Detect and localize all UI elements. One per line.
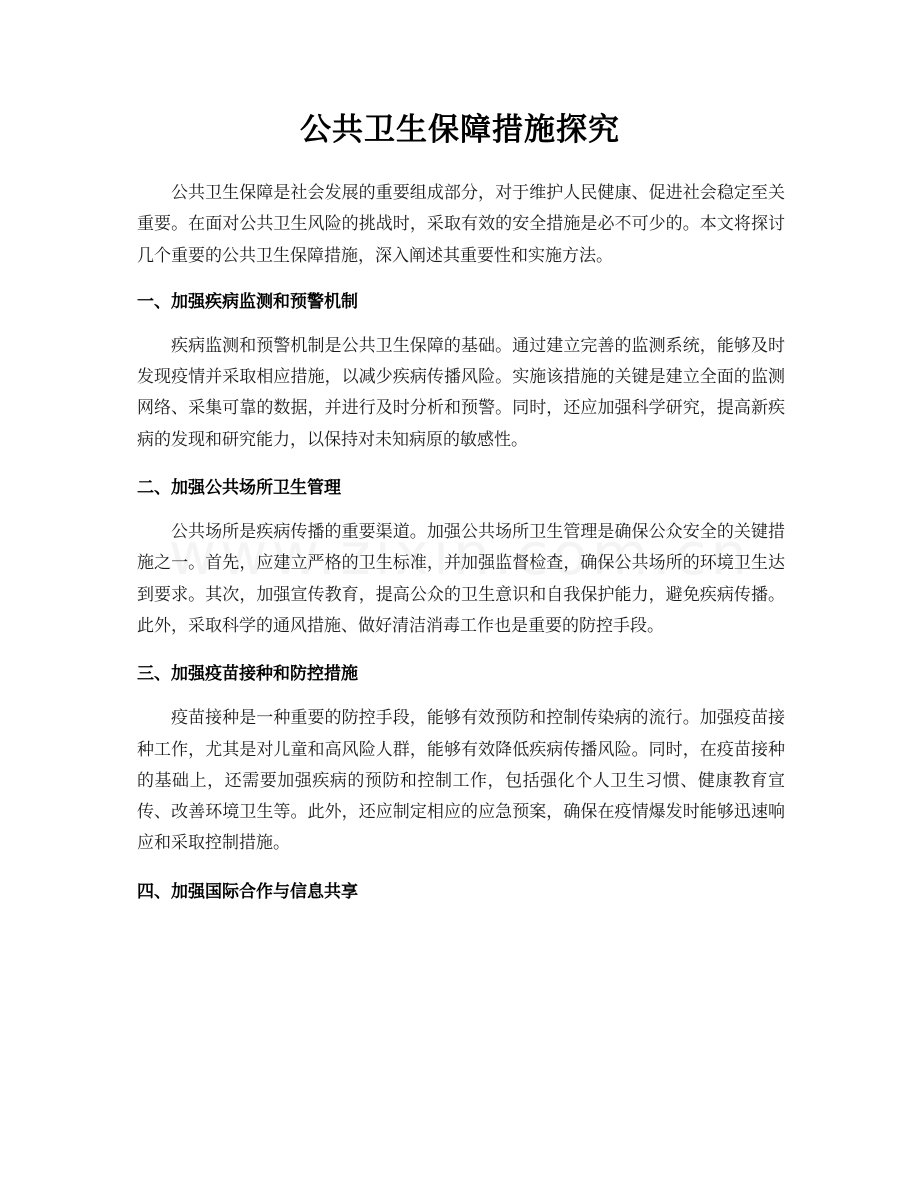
section-body-1: 疾病监测和预警机制是公共卫生保障的基础。通过建立完善的监测系统，能够及时发现疫情并采取相应措施，以减少疾病传播风险。实施该措施的关键是建立全面的监测网络、采集可靠的数据，并进行及时分析和预警。同时，还应加强科学研究，提高新疾病的发现和研究能力，以保持对未知病原的敏感性。 bbox=[137, 335, 785, 450]
section-body-2: 公共场所是疾病传播的重要渠道。加强公共场所卫生管理是确保公众安全的关键措施之一。首先，应建立严格的卫生标准，并加强监督检查，确保公共场所的环境卫生达到要求。其次，加强宣传教育，提高公众的卫生意识和自我保护能力，避免疾病传播。此外，采取科学的通风措施、做好清洁消毒工作也是重要的防控手段。 bbox=[137, 522, 785, 636]
document-title: 公共卫生保障措施探究 bbox=[300, 112, 620, 148]
section-heading-4: 四、加强国际合作与信息共享 bbox=[137, 881, 358, 902]
section-heading-3: 三、加强疫苗接种和防控措施 bbox=[137, 664, 358, 685]
section-heading-1: 一、加强疾病监测和预警机制 bbox=[137, 291, 358, 312]
document-body bbox=[137, 178, 785, 905]
section-heading-2: 二、加强公共场所卫生管理 bbox=[137, 478, 341, 499]
section-body-3: 疫苗接种是一种重要的防控手段，能够有效预防和控制传染病的流行。加强疫苗接种工作，尤其是对儿童和高风险人群，能够有效降低疾病传播风险。同时，在疫苗接种的基础上，还需要加强疾病的预防和控制工作，包括强化个人卫生习惯、健康教育宣传、改善环境卫生等。此外，还应制定相应的应急预案，确保在疫情爆发时能够迅速响应和采取控制措施。 bbox=[137, 708, 785, 854]
intro-paragraph: 公共卫生保障是社会发展的重要组成部分，对于维护人民健康、促进社会稳定至关重要。在面对公共卫生风险的挑战时，采取有效的安全措施是必不可少的。本文将探讨几个重要的公共卫生保障措施，深入阐述其重要性和实施方法。 bbox=[137, 183, 785, 266]
